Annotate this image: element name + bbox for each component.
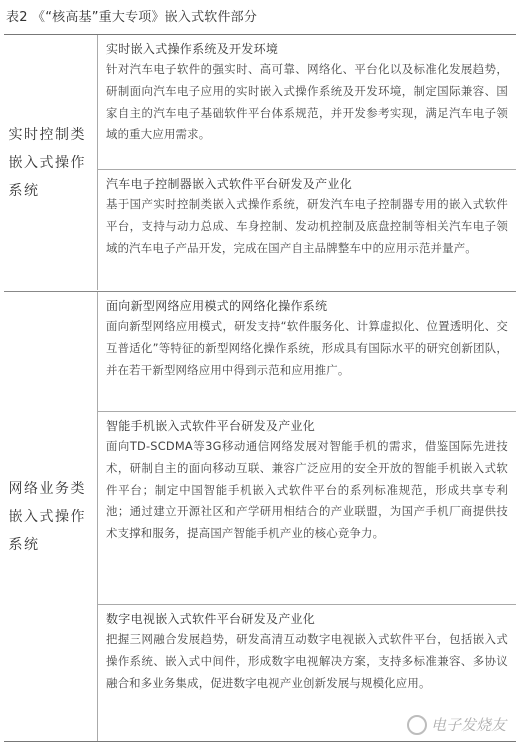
- software-table: [4, 34, 516, 742]
- group-realtime-control: [4, 35, 516, 290]
- item-body: 面向TD-SCDMA等3G移动通信网络发展对智能手机的需求，借鉴国际先进技术，研制自主的面向移动互联、兼容广泛应用的安全开放的智能手机嵌入式软件平台；制定中国智能手机嵌入式软件平台的系列标准规范，形成共享专利池；通过建立开源社区和产学研用相结合的产业联盟，为国产手机厂商提供技术支撑和服务，提高国产智能手机产业的核心竞争力。: [106, 439, 508, 541]
- table-row: [98, 292, 516, 411]
- group-network-business: [4, 292, 516, 741]
- group-label-cell: [4, 292, 98, 741]
- watermark: [407, 714, 506, 735]
- table-row: [98, 411, 516, 604]
- watermark-logo-icon: [407, 715, 427, 735]
- table-caption: 表2 《“核高基”重大专项》嵌入式软件部分: [6, 10, 258, 25]
- watermark-text: 电子发烧友: [430, 716, 506, 734]
- item-body: 基于国产实时控制类嵌入式操作系统，研发汽车电子控制器专用的嵌入式软件平台，支持与动力总成、车身控制、发动机控制及底盘控制等相关汽车电子领域的汽车电子产品开发，完成在国产自主品牌整车中的应用示范并量产。: [106, 197, 508, 255]
- item-title: 智能手机嵌入式软件平台研发及产业化: [106, 419, 316, 433]
- group-label: 实时控制类嵌入式操作系统: [8, 126, 86, 199]
- item-title: 面向新型网络应用模式的网络化操作系统: [106, 299, 328, 313]
- item-title: 实时嵌入式操作系统及开发环境: [106, 42, 279, 56]
- group-label: 网络业务类嵌入式操作系统: [8, 480, 86, 553]
- item-body: 面向新型网络应用模式，研发支持“软件服务化、计算虚拟化、位置透明化、交互普适化”等特征的新型网络化操作系统，形成具有国际水平的研究创新团队，并在若干新型网络应用中得到示范和应用推广。: [106, 319, 508, 377]
- table-row: [98, 169, 516, 290]
- group-label-cell: [4, 35, 98, 290]
- item-title: 汽车电子控制器嵌入式软件平台研发及产业化: [106, 177, 353, 191]
- item-title: 数字电视嵌入式软件平台研发及产业化: [106, 612, 316, 626]
- item-body: 把握三网融合发展趋势，研发高清互动数字电视嵌入式软件平台，包括嵌入式操作系统、嵌入式中间件，形成数字电视解决方案，支持多标准兼容、多协议融合和多业务集成，促进数字电视产业创新发展与规模化应用。: [106, 632, 508, 690]
- table-row: [98, 35, 516, 169]
- item-body: 针对汽车电子软件的强实时、高可靠、网络化、平台化以及标准化发展趋势，研制面向汽车电子应用的实时嵌入式操作系统及开发环境，制定国际兼容、国家自主的汽车电子基础软件平台体系规范，并开发参考实现，满足汽车电子领域的重大应用需求。: [106, 62, 508, 142]
